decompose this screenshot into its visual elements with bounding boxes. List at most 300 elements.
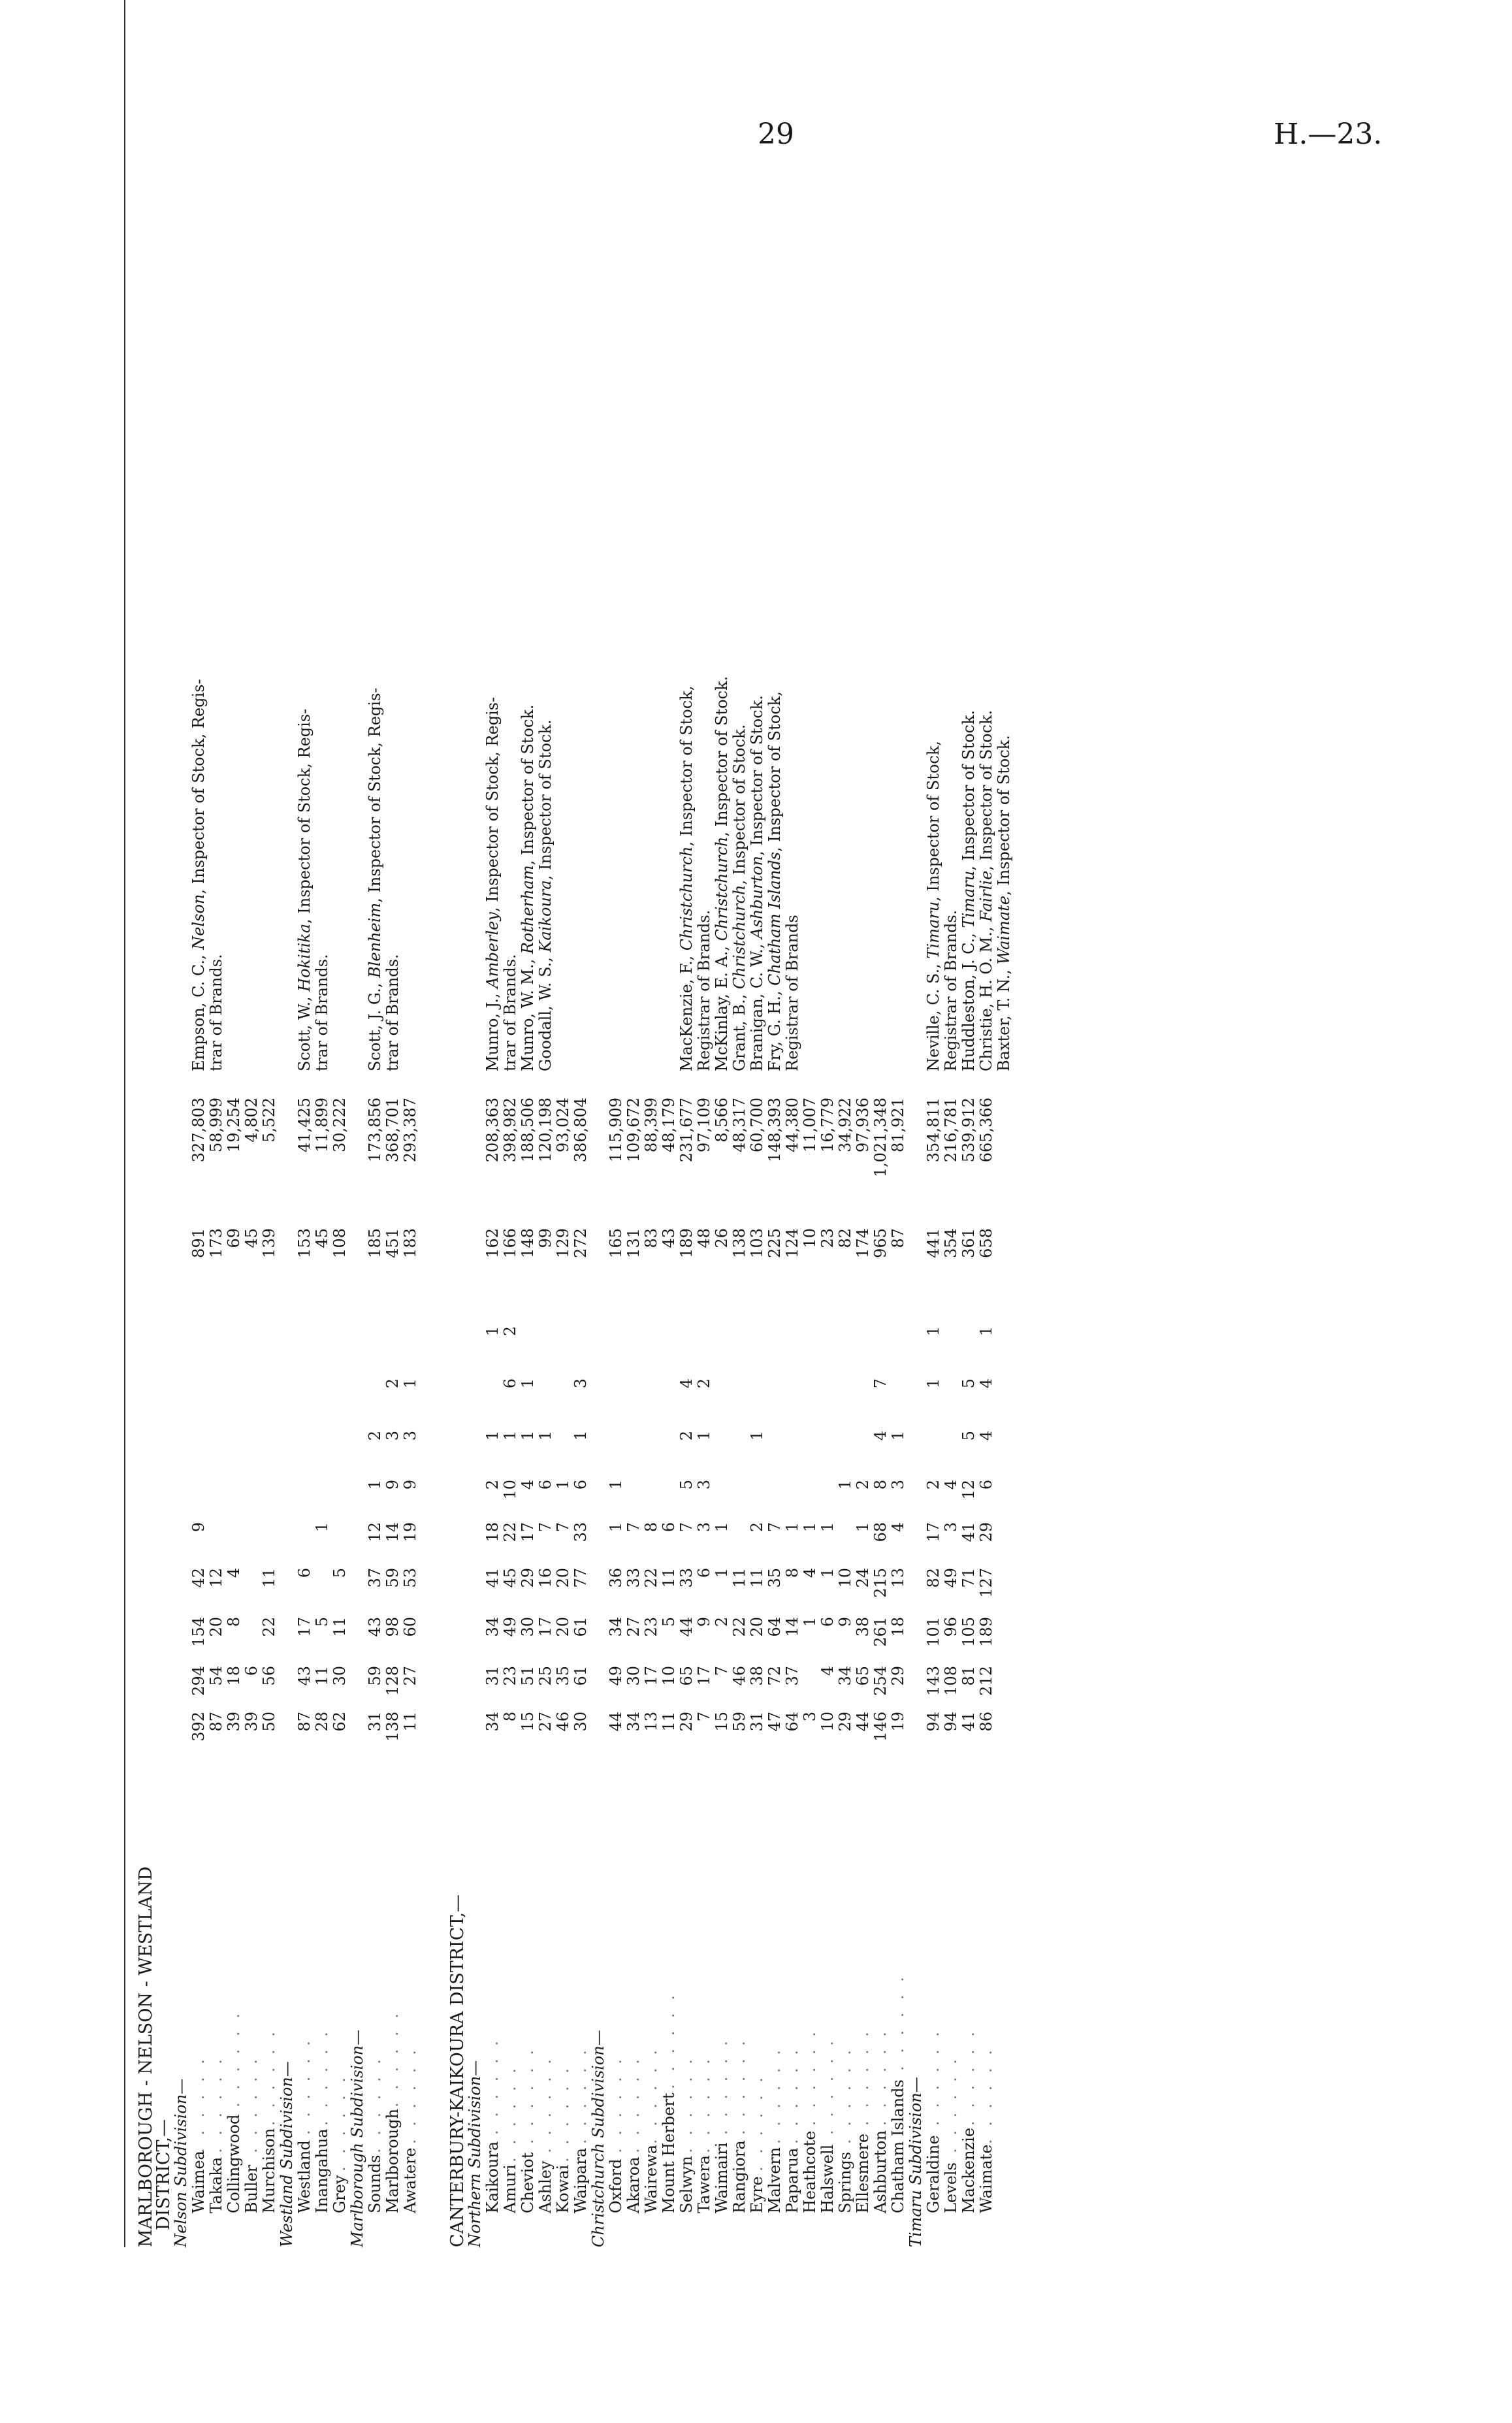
cell-col-10: 120,198 xyxy=(536,1098,555,1163)
inspector-entry xyxy=(960,0,978,1071)
cell-col-4: 7 xyxy=(536,1522,555,1533)
inspector-name: Scott, W., xyxy=(295,991,314,1071)
cell-col-5: 5 xyxy=(677,1480,696,1490)
cell-col-10: 11,899 xyxy=(313,1098,331,1152)
cell-col-9: 451 xyxy=(383,1228,402,1258)
leader-dots: . . . . . . xyxy=(383,2009,402,2107)
cell-col-0: 15 xyxy=(713,1712,731,1732)
leader-dots: . . . . . . xyxy=(871,2028,890,2126)
cell-col-9: 43 xyxy=(660,1228,678,1248)
cell-col-7: 1 xyxy=(924,1378,942,1389)
cell-col-4: 1 xyxy=(783,1522,801,1533)
leader-dots: . . . . . . xyxy=(695,2055,713,2153)
cell-col-6: 4 xyxy=(977,1431,995,1441)
cell-col-2: 261 xyxy=(871,1617,890,1647)
cell-col-2: 8 xyxy=(225,1617,243,1627)
cell-col-9: 83 xyxy=(642,1228,660,1248)
cell-col-4: 7 xyxy=(624,1522,643,1533)
cell-col-10: 60,700 xyxy=(748,1098,766,1152)
cell-col-3: 82 xyxy=(924,1568,942,1588)
cell-col-3: 45 xyxy=(501,1568,519,1588)
place-name: Marlborough xyxy=(383,2108,402,2213)
subdivision-row xyxy=(172,0,190,2247)
cell-col-4: 68 xyxy=(871,1522,890,1542)
leader-dots: . . . . . . xyxy=(483,2037,502,2135)
leader-dots: . . . . . . xyxy=(977,2046,995,2144)
cell-col-6: 1 xyxy=(889,1431,907,1441)
inspector-entry xyxy=(978,0,995,1071)
cell-col-4: 4 xyxy=(889,1522,907,1533)
cell-col-5: 3 xyxy=(695,1480,713,1490)
table-row xyxy=(784,0,801,2247)
district-heading: CANTERBURY-KAIKOURA DISTRICT,— xyxy=(447,1894,468,2247)
cell-col-6: 1 xyxy=(483,1431,502,1441)
cell-col-3: 6 xyxy=(695,1568,713,1578)
cell-col-9: 891 xyxy=(189,1228,208,1258)
inspector-location: Amberley xyxy=(483,912,502,988)
cell-col-5: 2 xyxy=(924,1480,942,1490)
table-row xyxy=(978,0,995,2247)
cell-col-1: 51 xyxy=(519,1666,537,1686)
table-row xyxy=(555,0,572,2247)
inspector-location: Timaru xyxy=(924,901,942,959)
leader-dots: . . . . . . xyxy=(330,2073,349,2171)
cell-col-10: 216,781 xyxy=(942,1098,960,1163)
cell-col-0: 47 xyxy=(765,1712,784,1732)
cell-col-2: 96 xyxy=(942,1617,960,1637)
cell-col-8: 1 xyxy=(977,1326,995,1337)
inspector-role: , Inspector of Stock, xyxy=(677,685,696,847)
inspector-entry xyxy=(366,0,384,1071)
place-name: Levels xyxy=(942,2162,960,2213)
cell-col-3: 8 xyxy=(783,1568,801,1578)
cell-col-9: 87 xyxy=(889,1228,907,1248)
inspector-role: , Inspector of Stock, Regis- xyxy=(189,679,208,894)
cell-col-10: 97,936 xyxy=(854,1098,872,1152)
table-row xyxy=(402,0,419,2247)
cell-col-9: 103 xyxy=(748,1228,766,1258)
cell-col-1: 37 xyxy=(783,1666,801,1686)
cell-col-10: 34,922 xyxy=(836,1098,854,1152)
table-row xyxy=(960,0,978,2247)
inspector-role: , Inspector of Stock. xyxy=(536,719,555,881)
cell-col-2: 44 xyxy=(677,1617,696,1637)
place-name: Takaka xyxy=(207,2156,225,2213)
cell-col-10: 115,909 xyxy=(607,1098,625,1163)
inspector-role: , Inspector of Stock, xyxy=(924,740,942,902)
cell-col-1: 30 xyxy=(330,1666,349,1686)
cell-col-1: 46 xyxy=(730,1666,748,1686)
inspector-entry xyxy=(502,0,519,1071)
table-row xyxy=(854,0,872,2247)
cell-col-3: 59 xyxy=(383,1568,402,1588)
table-row xyxy=(190,0,208,2247)
cell-col-5: 3 xyxy=(889,1480,907,1490)
place-name: Paparua xyxy=(783,2147,801,2213)
inspector-location: Ashburton xyxy=(748,855,766,939)
cell-col-2: 20 xyxy=(554,1617,572,1637)
cell-col-1: 25 xyxy=(536,1666,555,1686)
inspector-location: Christchurch xyxy=(677,846,696,951)
leader-dots: . . . . . . xyxy=(571,2046,590,2144)
cell-col-9: 174 xyxy=(854,1228,872,1258)
leader-dots: . . . . . . xyxy=(765,2046,784,2144)
cell-col-9: 441 xyxy=(924,1228,942,1258)
subdivision-heading: Timaru Subdivision— xyxy=(907,2077,925,2247)
subdivision-heading: Christchurch Subdivision— xyxy=(589,2030,607,2247)
cell-col-5: 10 xyxy=(501,1480,519,1500)
inspector-role: , Inspector of Stock, Regis- xyxy=(295,708,314,924)
inspector-role: trar of Brands. xyxy=(383,954,402,1071)
cell-col-3: 1 xyxy=(713,1568,731,1578)
cell-col-3: 41 xyxy=(483,1568,502,1588)
cell-col-2: 105 xyxy=(959,1617,978,1647)
inspector-location: Christchurch xyxy=(713,836,731,941)
cell-col-9: 173 xyxy=(207,1228,225,1258)
cell-col-2: 1 xyxy=(801,1617,819,1627)
gap-row xyxy=(419,0,449,2247)
cell-col-4: 33 xyxy=(571,1522,590,1542)
cell-col-1: 23 xyxy=(501,1666,519,1686)
cell-col-3: 24 xyxy=(854,1568,872,1588)
cell-col-2: 154 xyxy=(189,1617,208,1647)
cell-col-0: 28 xyxy=(313,1712,331,1732)
cell-col-0: 46 xyxy=(554,1712,572,1732)
district-row xyxy=(449,0,466,2247)
rotated-table xyxy=(124,0,1430,2247)
inspector-name: Scott, J. G., xyxy=(366,977,384,1071)
leader-dots: . . . . . . xyxy=(942,2055,960,2153)
cell-col-4: 2 xyxy=(748,1522,766,1533)
cell-col-3: 5 xyxy=(330,1568,349,1578)
subdivision-heading: Westland Subdivision— xyxy=(278,2061,296,2247)
cell-col-5: 2 xyxy=(854,1480,872,1490)
inspector-entry xyxy=(384,0,402,1071)
leader-dots: . . . . . . xyxy=(295,2037,314,2135)
inspector-role: Registrar of Brands xyxy=(783,915,801,1071)
inspector-entry xyxy=(208,0,225,1071)
cell-col-10: 48,317 xyxy=(730,1098,748,1152)
cell-col-6: 2 xyxy=(366,1431,384,1441)
subdivision-heading: Marlborough Subdivision— xyxy=(348,2029,366,2247)
cell-col-1: 49 xyxy=(607,1666,625,1686)
cell-col-10: 188,506 xyxy=(519,1098,537,1163)
leader-dots: . . . . . . xyxy=(401,2046,419,2144)
place-name: Selwyn xyxy=(677,2156,696,2213)
place-name: Waimea xyxy=(189,2151,208,2213)
cell-col-10: 81,921 xyxy=(889,1098,907,1152)
cell-col-0: 59 xyxy=(730,1712,748,1732)
cell-col-0: 62 xyxy=(330,1712,349,1732)
cell-col-10: 8,566 xyxy=(713,1098,731,1143)
subdivision-heading: Northern Subdivision— xyxy=(466,2060,484,2247)
inspector-location: Waimate xyxy=(995,896,1013,965)
leader-dots: . . . . . . xyxy=(366,2055,384,2153)
cell-col-9: 189 xyxy=(677,1228,696,1258)
inspector-entry xyxy=(484,0,502,1071)
inspector-name: Munro, W. M., xyxy=(519,954,537,1071)
cell-col-0: 87 xyxy=(207,1712,225,1732)
inspector-name: Goodall, W. S., xyxy=(536,952,555,1071)
district-cont-heading: DISTRICT,— xyxy=(153,2119,174,2230)
cell-col-2: 43 xyxy=(366,1617,384,1637)
inspector-entry xyxy=(190,0,208,1071)
cell-col-10: 93,024 xyxy=(554,1098,572,1152)
cell-col-1: 212 xyxy=(977,1666,995,1696)
cell-col-0: 3 xyxy=(801,1712,819,1722)
cell-col-9: 138 xyxy=(730,1228,748,1258)
cell-col-3: 11 xyxy=(660,1568,678,1588)
cell-col-0: 31 xyxy=(748,1712,766,1732)
cell-col-2: 14 xyxy=(783,1617,801,1637)
cell-col-9: 153 xyxy=(295,1228,314,1258)
table-row xyxy=(384,0,402,2247)
cell-col-7: 2 xyxy=(383,1378,402,1389)
cell-col-2: 34 xyxy=(483,1617,502,1637)
cell-col-5: 2 xyxy=(483,1480,502,1490)
cell-col-3: 35 xyxy=(765,1568,784,1588)
cell-col-10: 30,222 xyxy=(330,1098,349,1152)
inspector-role: , Inspector of Stock. xyxy=(959,709,978,871)
cell-col-1: 11 xyxy=(313,1666,331,1686)
inspector-name: Huddleston, J. C., xyxy=(959,928,978,1071)
table-row xyxy=(366,0,384,2247)
cell-col-8: 1 xyxy=(924,1326,942,1337)
cell-col-3: 215 xyxy=(871,1568,890,1598)
place-name: Grey xyxy=(330,2175,349,2213)
place-name: Amuri xyxy=(501,2164,519,2213)
cell-col-5: 9 xyxy=(401,1480,419,1490)
cell-col-7: 4 xyxy=(677,1378,696,1389)
cell-col-1: 7 xyxy=(713,1666,731,1676)
cell-col-10: 148,393 xyxy=(765,1098,784,1163)
cell-col-3: 33 xyxy=(677,1568,696,1588)
cell-col-5: 12 xyxy=(959,1480,978,1500)
table-row xyxy=(837,0,854,2247)
inspector-entry xyxy=(678,0,696,1071)
cell-col-3: 49 xyxy=(942,1568,960,1588)
table-row xyxy=(942,0,960,2247)
cell-col-1: 35 xyxy=(554,1666,572,1686)
cell-col-2: 20 xyxy=(748,1617,766,1637)
cell-col-4: 8 xyxy=(642,1522,660,1533)
cell-col-6: 1 xyxy=(695,1431,713,1441)
table-row xyxy=(890,0,907,2247)
cell-col-7: 1 xyxy=(401,1378,419,1389)
cell-col-2: 22 xyxy=(260,1617,278,1637)
inspector-location: Timaru xyxy=(959,870,978,928)
subdivision-row xyxy=(907,0,925,2247)
cell-col-10: 386,804 xyxy=(571,1098,590,1163)
inspector-entry xyxy=(766,0,784,1071)
cell-col-3: 16 xyxy=(536,1568,555,1588)
cell-col-8: 1 xyxy=(483,1326,502,1337)
table-top-rule xyxy=(124,0,125,2247)
cell-col-3: 4 xyxy=(225,1568,243,1578)
cell-col-4: 1 xyxy=(818,1522,837,1533)
inspector-name: Baxter, T. N., xyxy=(995,964,1013,1071)
cell-col-4: 22 xyxy=(501,1522,519,1542)
inspector-name: Fry, G. H., xyxy=(765,985,784,1071)
leader-dots: . . . . . . xyxy=(748,2073,766,2171)
cell-col-10: 16,779 xyxy=(818,1098,837,1152)
cell-col-0: 94 xyxy=(942,1712,960,1732)
cell-col-1: 30 xyxy=(624,1666,643,1686)
inspector-location: Blenheim xyxy=(366,902,384,978)
cell-col-10: 539,912 xyxy=(959,1098,978,1163)
inspector-role: trar of Brands. xyxy=(313,954,331,1071)
leader-dots: . . . . . . xyxy=(801,2028,819,2126)
cell-col-4: 1 xyxy=(313,1522,331,1533)
cell-col-2: 101 xyxy=(924,1617,942,1647)
cell-col-3: 71 xyxy=(959,1568,978,1588)
inspector-entry xyxy=(942,0,960,1071)
cell-col-5: 1 xyxy=(366,1480,384,1490)
place-name: Awatere xyxy=(401,2147,419,2213)
cell-col-0: 29 xyxy=(677,1712,696,1732)
cell-col-10: 4,802 xyxy=(242,1098,261,1143)
cell-col-4: 19 xyxy=(401,1522,419,1542)
place-name: Oxford xyxy=(607,2158,625,2213)
cell-col-2: 2 xyxy=(713,1617,731,1627)
inspector-role: , Inspector of Stock. xyxy=(977,709,995,871)
tail-row xyxy=(995,0,1013,2247)
cell-col-1: 18 xyxy=(225,1666,243,1686)
inspector-role: , Inspector of Stock. xyxy=(519,704,537,866)
place-name: Inangahua xyxy=(313,2128,331,2213)
cell-col-1: 43 xyxy=(295,1666,314,1686)
cell-col-7: 7 xyxy=(871,1378,890,1389)
cell-col-2: 49 xyxy=(501,1617,519,1637)
cell-col-2: 64 xyxy=(765,1617,784,1637)
cell-col-1: 72 xyxy=(765,1666,784,1686)
table-row xyxy=(502,0,519,2247)
leader-dots: . . . . . . xyxy=(889,1973,907,2071)
cell-col-1: 61 xyxy=(571,1666,590,1686)
place-name: Rangiora xyxy=(730,2140,748,2213)
cell-col-9: 658 xyxy=(977,1228,995,1258)
cell-col-10: 58,999 xyxy=(207,1098,225,1152)
cell-col-1: 38 xyxy=(748,1666,766,1686)
cell-col-9: 124 xyxy=(783,1228,801,1258)
cell-col-4: 7 xyxy=(554,1522,572,1533)
cell-col-0: 27 xyxy=(536,1712,555,1732)
subdivision-row xyxy=(466,0,484,2247)
place-name: Collingwood xyxy=(225,2114,243,2213)
place-name: Malvern xyxy=(765,2147,784,2213)
cell-col-5: 1 xyxy=(607,1480,625,1490)
cell-col-6: 1 xyxy=(501,1431,519,1441)
subdivision-row xyxy=(278,0,296,2247)
cell-col-10: 19,254 xyxy=(225,1098,243,1152)
inspector-role: , Inspector of Stock, Regis- xyxy=(483,696,502,913)
cell-col-4: 14 xyxy=(383,1522,402,1542)
cell-col-0: 13 xyxy=(642,1712,660,1732)
subdivision-row xyxy=(590,0,607,2247)
cell-col-1: 17 xyxy=(695,1666,713,1686)
place-name: Ellesmere xyxy=(854,2133,872,2213)
leader-dots: . . . . . . xyxy=(783,2046,801,2144)
district-row xyxy=(137,0,155,2247)
place-name: Ashley xyxy=(536,2160,555,2213)
cell-col-4: 7 xyxy=(765,1522,784,1533)
table-row xyxy=(225,0,243,2247)
cell-col-4: 6 xyxy=(660,1522,678,1533)
cell-col-1: 17 xyxy=(642,1666,660,1686)
cell-col-4: 3 xyxy=(942,1522,960,1533)
cell-col-9: 139 xyxy=(260,1228,278,1258)
cell-col-4: 3 xyxy=(695,1522,713,1533)
leader-dots: . . . . . . xyxy=(677,2055,696,2153)
cell-col-0: 64 xyxy=(783,1712,801,1732)
place-name: Sounds xyxy=(366,2155,384,2213)
cell-col-0: 10 xyxy=(818,1712,837,1732)
cell-col-0: 34 xyxy=(624,1712,643,1732)
cell-col-3: 42 xyxy=(189,1568,208,1588)
cell-col-6: 4 xyxy=(871,1431,890,1441)
cell-col-0: 29 xyxy=(836,1712,854,1732)
cell-col-1: 81 xyxy=(959,1666,978,1686)
cell-col-8: 2 xyxy=(501,1326,519,1337)
cell-col-7: 4 xyxy=(977,1378,995,1389)
cell-col-3: 20 xyxy=(554,1568,572,1588)
cell-col-1: 27 xyxy=(401,1666,419,1686)
inspector-location: Chatham Islands xyxy=(765,852,784,986)
cell-col-3: 1 xyxy=(818,1568,837,1578)
place-name: Waimairi xyxy=(713,2142,731,2213)
inspector-entry xyxy=(314,0,331,1071)
cell-col-5: 1 xyxy=(554,1480,572,1490)
inspector-entry xyxy=(696,0,713,1071)
document-reference: H.—23. xyxy=(1274,118,1383,151)
cell-col-2: 61 xyxy=(571,1617,590,1637)
cell-col-0: 44 xyxy=(607,1712,625,1732)
cell-col-3: 6 xyxy=(295,1568,314,1578)
inspector-location: Fairlie xyxy=(977,870,995,922)
cell-col-3: 33 xyxy=(624,1568,643,1588)
inspector-entry xyxy=(995,0,1013,1071)
place-name: Wairewa xyxy=(642,2144,660,2213)
cell-col-1: 34 xyxy=(836,1666,854,1686)
place-name: Mackenzie xyxy=(959,2127,978,2213)
cell-col-9: 183 xyxy=(401,1228,419,1258)
table-row xyxy=(331,0,349,2247)
cell-col-9: 354 xyxy=(942,1228,960,1258)
cell-col-2: 34 xyxy=(607,1617,625,1637)
cell-col-3: 77 xyxy=(571,1568,590,1588)
cell-col-1: 54 xyxy=(207,1666,225,1686)
cell-col-2: 17 xyxy=(536,1617,555,1637)
leader-dots: . . . . . . xyxy=(818,2037,837,2135)
place-name: Geraldine xyxy=(924,2135,942,2213)
leader-dots: . . . . . . xyxy=(713,2037,731,2135)
cell-col-4: 17 xyxy=(924,1522,942,1542)
cell-col-4: 7 xyxy=(677,1522,696,1533)
leader-dots: . . . . . . xyxy=(554,2064,572,2162)
table-row xyxy=(766,0,784,2247)
inspector-name: Grant, B., xyxy=(730,989,748,1071)
cell-col-0: 39 xyxy=(225,1712,243,1732)
inspector-entry xyxy=(731,0,748,1071)
inspector-entry xyxy=(713,0,731,1071)
cell-col-4: 18 xyxy=(483,1522,502,1542)
place-name: Cheviot xyxy=(519,2152,537,2213)
cell-col-7: 6 xyxy=(501,1378,519,1389)
cell-col-2: 98 xyxy=(383,1617,402,1637)
cell-col-10: 293,387 xyxy=(401,1098,419,1163)
cell-col-10: 5,522 xyxy=(260,1098,278,1143)
stock-table xyxy=(137,0,1013,2247)
